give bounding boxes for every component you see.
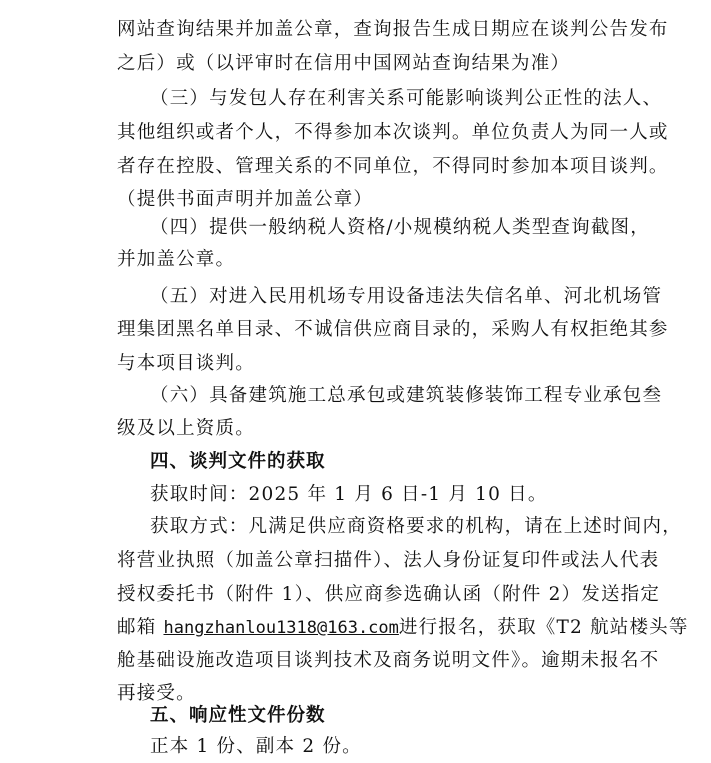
paragraph-6-start: （六）具备建筑施工总承包或建筑装修装饰工程专业承包叁 — [150, 385, 663, 406]
text-line: 舱基础设施改造项目谈判技术及商务说明文件》。逾期未报名不 — [117, 650, 660, 671]
text-line: （提供书面声明并加盖公章） — [117, 189, 374, 210]
acquisition-method-start: 获取方式：凡满足供应商资格要求的机构，请在上述时间内， — [150, 516, 682, 537]
text-line: 理集团黑名单目录、不诚信供应商目录的，采购人有权拒绝其参 — [117, 319, 669, 340]
paragraph-4-start: （四）提供一般纳税人资格/小规模纳税人类型查询截图， — [150, 217, 650, 238]
text-line: 授权委托书（附件 1）、供应商参选确认函（附件 2）发送指定 — [117, 584, 661, 605]
paragraph-3-start: （三）与发包人存在利害关系可能影响谈判公正性的法人、 — [150, 88, 663, 109]
text-line: 之后）或（以评审时在信用中国网站查询结果为准） — [117, 53, 571, 74]
text-line: 级及以上资质。 — [117, 418, 255, 439]
text-line: 与本项目谈判。 — [117, 353, 255, 374]
text-line: 者存在控股、管理关系的不同单位，不得同时参加本项目谈判。 — [117, 156, 669, 177]
email-line — [117, 612, 697, 644]
mail-prefix: 邮箱 — [117, 617, 164, 638]
text-line: 再接受。 — [117, 683, 196, 704]
paragraph-5-start: （五）对进入民用机场专用设备违法失信名单、河北机场管 — [150, 286, 663, 307]
acquisition-time: 获取时间：2025 年 1 月 6 日-1 月 10 日。 — [150, 484, 548, 505]
mail-suffix: 进行报名，获取《T2 航站楼头等 — [398, 617, 689, 638]
section-5-heading: 五、响应性文件份数 — [150, 705, 326, 726]
text-line: 其他组织或者个人，不得参加本次谈判。单位负责人为同一人或 — [117, 122, 669, 143]
section-4-heading: 四、谈判文件的获取 — [150, 451, 326, 472]
text-line: 将营业执照（加盖公章扫描件）、法人身份证复印件或法人代表 — [117, 550, 660, 571]
text-line: 并加盖公章。 — [117, 249, 236, 270]
copies-count: 正本 1 份、副本 2 份。 — [150, 736, 362, 757]
email-link[interactable]: hangzhanlou1318@163.com — [163, 618, 399, 638]
text-line: 网站查询结果并加盖公章，查询报告生成日期应在谈判公告发布 — [117, 19, 669, 40]
